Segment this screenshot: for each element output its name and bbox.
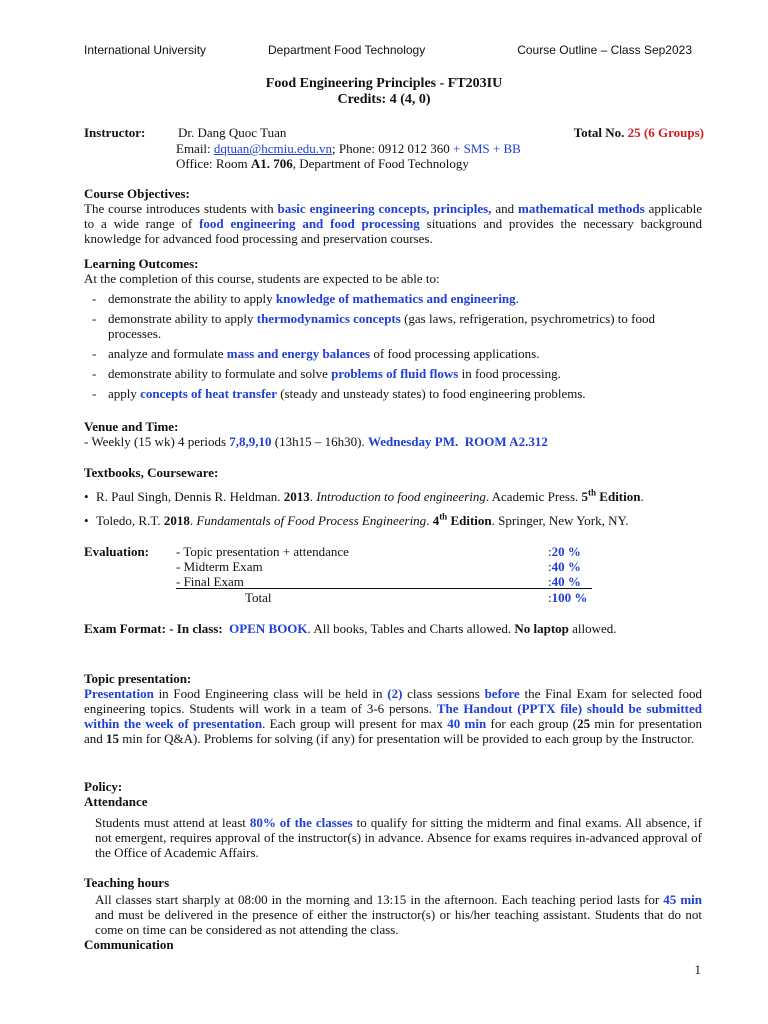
eval-value: :40 %	[548, 574, 581, 589]
list-item: - apply concepts of heat transfer (steady and unsteady states) to food engineering problems.	[92, 386, 702, 401]
instructor-name: Dr. Dang Quoc Tuan	[178, 125, 287, 140]
total-students: Total No. 25 (6 Groups)	[573, 125, 704, 140]
teaching-hours-heading: Teaching hours	[84, 875, 170, 890]
textbook-item: • R. Paul Singh, Dennis R. Heldman. 2013. Introduction to food engineering. Academic Press. 5th Edition.	[84, 489, 702, 504]
teaching-hours-text: All classes start sharply at 08:00 in the morning and 13:15 in the afternoon. Each teaching period lasts for 45 min and must be delivered in the presence of either the instructor(s) or his/her teaching assistant. Students that do not come on time can be considered as not attending the class.	[95, 892, 703, 937]
header-university: International University	[84, 43, 207, 57]
office-line: Office: Room A1. 706, Department of Food Technology	[176, 156, 469, 171]
list-item: - demonstrate ability to formulate and solve problems of fluid flows in food processing.	[92, 366, 702, 381]
textbooks	[84, 465, 702, 528]
outcomes-list	[84, 291, 702, 401]
eval-value: :20 %	[548, 544, 581, 559]
learning-outcomes	[84, 256, 702, 401]
exam-format: Exam Format: - In class: OPEN BOOK. All books, Tables and Charts allowed. No laptop allowed.	[84, 621, 617, 636]
textbooks-heading: Textbooks, Courseware:	[84, 465, 219, 480]
course-objectives	[84, 186, 702, 246]
header-course-outline: Course Outline – Class Sep2023	[517, 43, 692, 57]
page-header	[84, 43, 692, 59]
policy	[84, 779, 702, 952]
outcomes-intro: At the completion of this course, students are expected to be able to:	[84, 271, 440, 286]
list-item: - demonstrate ability to apply thermodynamics concepts (gas laws, refrigeration, psychrometrics) to food processes.	[92, 311, 702, 341]
course-credits: Credits: 4 (4, 0)	[337, 92, 431, 107]
topic-presentation	[84, 671, 702, 746]
email-link[interactable]: dqtuan@hcmiu.edu.vn	[213, 141, 333, 156]
venue-text: - Weekly (15 wk) 4 periods 7,8,9,10 (13h15 – 16h30). Wednesday PM. ROOM A2.312	[84, 434, 548, 449]
eval-total-label: Total	[245, 590, 272, 605]
eval-value: :40 %	[548, 559, 581, 574]
attendance-heading: Attendance	[84, 794, 148, 809]
eval-total-value: :100 %	[548, 590, 588, 605]
policy-heading: Policy:	[84, 779, 123, 794]
evaluation-total-divider	[176, 588, 592, 589]
eval-label: - Midterm Exam	[176, 559, 263, 574]
instructor-label: Instructor:	[84, 125, 146, 140]
evaluation-heading: Evaluation:	[84, 544, 150, 559]
eval-label: - Topic presentation + attendance	[176, 544, 349, 559]
phone-extra: + SMS + BB	[453, 141, 521, 156]
venue-time	[84, 419, 702, 449]
list-item: - demonstrate the ability to apply knowledge of mathematics and engineering.	[92, 291, 702, 306]
course-title: Food Engineering Principles - FT203IU	[265, 76, 503, 91]
list-item: - analyze and formulate mass and energy balances of food processing applications.	[92, 346, 702, 361]
communication-heading: Communication	[84, 937, 174, 952]
objectives-text: The course introduces students with basic engineering concepts, principles, and mathematical methods applicable to a wide range of food engineering and food processing situations and provides the necessary background knowledge for advanced food processing and preservation courses.	[84, 201, 703, 246]
topic-heading: Topic presentation:	[84, 671, 192, 686]
course-title-block	[0, 76, 768, 108]
total-value: 25 (6 Groups)	[627, 125, 704, 140]
venue-heading: Venue and Time:	[84, 419, 179, 434]
header-department: Department Food Technology	[268, 43, 426, 57]
objectives-heading: Course Objectives:	[84, 186, 190, 201]
eval-label: - Final Exam	[176, 574, 244, 589]
outcomes-heading: Learning Outcomes:	[84, 256, 199, 271]
page-number: 1	[694, 962, 701, 977]
email-line: Email: dqtuan@hcmiu.edu.vn; Phone: 0912 012 360 + SMS + BB	[176, 141, 521, 156]
textbook-item: • Toledo, R.T. 2018. Fundamentals of Food Process Engineering. 4th Edition. Springer, New York, NY.	[84, 513, 702, 528]
attendance-text: Students must attend at least 80% of the classes to qualify for sitting the midterm and final exams. All absence, if not emergent, requires approval of the instructor(s) in advance. Absence for exams requires in-advanced approval of the Office of Academic Affairs.	[95, 815, 702, 860]
topic-text: Presentation in Food Engineering class will be held in (2) class sessions before the Final Exam for selected food engineering topics. Students will work in a team of 3-6 persons. The Handout (PPTX file) should be submitted within the week of presentation. Each group will present for max 40 min for each group (25 min for presentation and 15 min for Q&A). Problems for solving (if any) for presentation will be provided to each group by the Instructor.	[84, 686, 703, 746]
